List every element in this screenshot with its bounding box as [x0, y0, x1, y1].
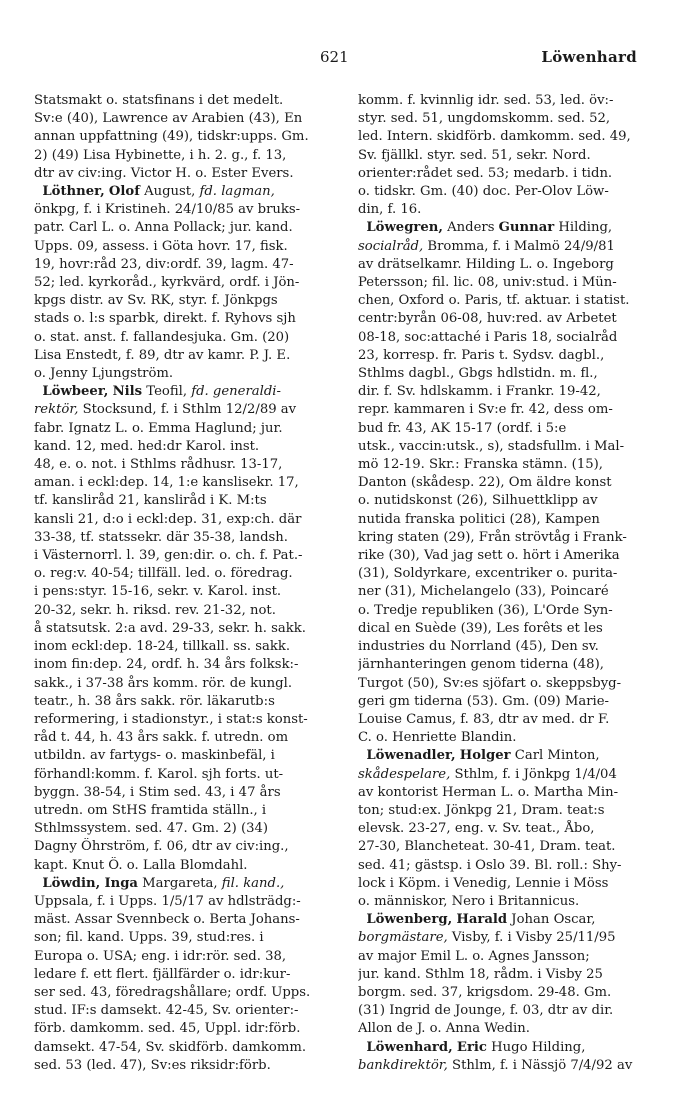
text-line: kapt. Knut Ö. o. Lalla Blomdahl. — [34, 857, 248, 873]
entry-heading-line2 — [358, 238, 642, 256]
continuation-text — [358, 92, 642, 219]
text-line: 20-32, sekr. h. riksd. rev. 21-32, not. — [34, 602, 276, 618]
text-line: Sv. fjällkl. styr. sed. 51, sekr. Nord. — [358, 147, 591, 163]
entry-heading-line2 — [358, 1057, 642, 1075]
entry-surname: Löthner, — [42, 184, 105, 200]
entry-names: Carl Minton, — [510, 748, 600, 764]
text-line: patr. Carl L. o. Anna Pollack; jur. kand. — [34, 220, 293, 236]
entry-heading — [358, 911, 642, 929]
text-line: lock i Köpm. i Venedig, Lennie i Möss — [358, 875, 609, 891]
text-line: o. Tredje republiken (36), L'Orde Syn- — [358, 602, 613, 618]
entry-surname: Löwenhard, — [366, 1039, 453, 1055]
text-line: son; fil. kand. Upps. 39, stud:res. i — [34, 930, 264, 946]
entry-place-birth: Bromma, f. i Malmö 24/9/81 — [423, 238, 615, 254]
text-line: chen, Oxford o. Paris, tf. aktuar. i statist. — [358, 293, 630, 309]
entry-heading-line2 — [358, 766, 642, 784]
entry-given-name: Inga — [104, 875, 138, 891]
text-line: förb. damkomm. sed. 45, Uppl. idr:förb. — [34, 1021, 301, 1037]
text-line: reformering, i stadionstyr., i stat:s konst- — [34, 711, 308, 727]
entry-title: socialråd, — [358, 238, 424, 254]
entry-title: bankdirektör, — [358, 1057, 448, 1073]
text-line: led. Intern. skidförb. damkomm. sed. 49, — [358, 129, 631, 145]
text-line: råd t. 44, h. 43 års sakk. f. utredn. om — [34, 730, 289, 746]
text-line: å statsutsk. 2:a avd. 29-33, sekr. h. sakk. — [34, 620, 306, 636]
text-line: jur. kand. Sthlm 18, rådm. i Visby 25 — [358, 966, 603, 982]
text-line: sakk., i 37-38 års komm. rör. de kungl. — [34, 675, 293, 691]
text-line: din, f. 16. — [358, 202, 422, 218]
text-line: elevsk. 23-27, eng. v. Sv. teat., Åbo, — [358, 821, 595, 837]
entry-place-birth: Stocksund, f. i Sthlm 12/2/89 av — [78, 402, 297, 418]
entry-body — [358, 948, 642, 1039]
text-line: Petersson; fil. lic. 08, univ:stud. i Mün- — [358, 275, 617, 291]
text-line: kring staten (29), Från strövtåg i Frank- — [358, 529, 627, 545]
page-header — [0, 48, 680, 70]
text-line: kansli 21, d:o i eckl:dep. 31, exp:ch. där — [34, 511, 302, 527]
entry-lowenadler — [358, 747, 642, 911]
entry-given-plain: Anders — [442, 220, 499, 236]
text-line: borgm. sed. 37, krigsdom. 29-48. Gm. — [358, 984, 612, 1000]
text-line: fabr. Ignatz L. o. Emma Haglund; jur. — [34, 420, 283, 436]
entry-given-name: Eric — [456, 1039, 487, 1055]
text-line: i Västernorrl. l. 39, gen:dir. o. ch. f. Pat.- — [34, 548, 303, 564]
entry-heading-line2 — [358, 929, 642, 947]
text-line: Uppsala, f. i Upps. 1/5/17 av hdlsträdg:- — [34, 893, 301, 909]
entry-given-name: Nils — [112, 384, 143, 400]
text-line: Sv:e (40), Lawrence av Arabien (43), En — [34, 111, 303, 127]
entry-given-name: Olof — [108, 184, 140, 200]
entry-lowenhard — [358, 1039, 642, 1075]
entry-names: Teofil, — [142, 384, 192, 400]
entry-lothner — [34, 183, 316, 383]
text-line: av drätselkamr. Hilding L. o. Ingeborg — [358, 256, 614, 272]
entry-given-name: Harald — [456, 912, 508, 928]
text-line: Dagny Öhrström, f. 06, dtr av civ:ing., — [34, 839, 289, 855]
text-line: 27-30, Blancheteat. 30-41, Dram. teat. — [358, 839, 616, 855]
entry-place-birth: Visby, f. i Visby 25/11/95 — [447, 930, 616, 946]
text-line: Europa o. USA; eng. i idr:rör. sed. 38, — [34, 948, 287, 964]
text-line: inom eckl:dep. 18-24, tillkall. ss. sakk. — [34, 639, 291, 655]
text-line: ledare f. ett flert. fjällfärder o. idr:kur- — [34, 966, 291, 982]
text-line: utbildn. av fartygs- o. maskinbefäl, i — [34, 748, 275, 764]
entry-lowdin — [34, 875, 316, 1075]
running-head: Löwenhard — [541, 48, 637, 66]
text-line: tf. kansliråd 21, kansliråd i K. M:ts — [34, 493, 267, 509]
text-line: Danton (skådesp. 22), Om äldre konst — [358, 475, 612, 491]
text-line: nutida franska politici (28), Kampen — [358, 511, 600, 527]
text-line: kpgs distr. av Sv. RK, styr. f. Jönkpgs — [34, 293, 278, 309]
text-line: 08-18, soc:attaché i Paris 18, socialråd — [358, 329, 618, 345]
page-number: 621 — [320, 48, 349, 66]
continuation-text — [34, 92, 316, 183]
text-line: o. nutidskonst (26), Silhuettklipp av — [358, 493, 598, 509]
entry-heading-line2 — [34, 401, 316, 419]
text-line: ner (31), Michelangelo (33), Poincaré — [358, 584, 609, 600]
entry-surname: Löwdin, — [42, 875, 101, 891]
entry-heading — [358, 747, 642, 765]
text-line: orienter:rådet sed. 53; medarb. i tidn. — [358, 165, 613, 181]
entry-surname: Löwenberg, — [366, 912, 453, 928]
text-line: o. stat. anst. f. fallandesjuka. Gm. (20) — [34, 329, 290, 345]
text-line: 23, korresp. fr. Paris t. Sydsv. dagbl., — [358, 347, 605, 363]
text-line: o. tidskr. Gm. (40) doc. Per-Olov Löw- — [358, 184, 609, 200]
entry-body — [34, 420, 316, 875]
text-line: kand. 12, med. hed:dr Karol. inst. — [34, 438, 260, 454]
text-line: ton; stud:ex. Jönkpg 21, Dram. teat:s — [358, 802, 605, 818]
text-line: o. reg:v. 40-54; tillfäll. led. o. föredrag. — [34, 566, 293, 582]
text-line: repr. kammaren i Sv:e fr. 42, dess om- — [358, 402, 613, 418]
text-line: 52; led. kyrkoråd., kyrkvärd, ordf. i Jön- — [34, 275, 300, 291]
text-line: mäst. Assar Svennbeck o. Berta Johans- — [34, 912, 300, 928]
text-line: bud fr. 43, AK 15-17 (ordf. i 5:e — [358, 420, 567, 436]
text-line: Upps. 09, assess. i Göta hovr. 17, fisk. — [34, 238, 288, 254]
entry-heading — [34, 183, 316, 201]
entry-names: August, — [139, 184, 200, 200]
text-line: rike (30), Vad jag sett o. hört i Amerika — [358, 548, 620, 564]
entry-lowegren — [358, 219, 642, 747]
text-line: dical en Suède (39), Les forêts et les — [358, 620, 603, 636]
text-line: utredn. om StHS framtida ställn., i — [34, 802, 267, 818]
text-line: önkpg, f. i Kristineh. 24/10/85 av bruks- — [34, 202, 301, 218]
text-line: förhandl:komm. f. Karol. sjh forts. ut- — [34, 766, 284, 782]
entry-lowenberg — [358, 911, 642, 1038]
text-line: dtr av civ:ing. Victor H. o. Ester Evers. — [34, 165, 294, 181]
text-line: järnhanteringen genom tiderna (48), — [358, 657, 604, 673]
text-line: aman. i eckl:dep. 14, 1:e kanslisekr. 17, — [34, 475, 299, 491]
entry-heading — [358, 219, 642, 237]
text-line: stud. IF:s damsekt. 42-45, Sv. orienter:- — [34, 1003, 299, 1019]
entry-heading — [358, 1039, 642, 1057]
entry-title: fil. kand., — [221, 875, 285, 891]
left-column — [34, 92, 316, 1075]
text-line: C. o. Henriette Blandin. — [358, 730, 517, 746]
entry-title: fd. lagman, — [199, 184, 275, 200]
text-line: o. människor, Nero i Britannicus. — [358, 893, 580, 909]
text-line: Sthlms dagbl., Gbgs hdlstidn. m. fl., — [358, 366, 598, 382]
entry-heading — [34, 875, 316, 893]
entry-lowbeer — [34, 383, 316, 874]
entry-surname: Löwegren, — [366, 220, 443, 236]
text-line: (31) Ingrid de Jounge, f. 03, dtr av dir. — [358, 1003, 614, 1019]
entry-names: Hilding, — [554, 220, 613, 236]
text-line: Turgot (50), Sv:es sjöfart o. skeppsbyg- — [358, 675, 622, 691]
entry-place-birth: Sthlm, f. i Jönkpg 1/4/04 — [450, 766, 617, 782]
text-line: 48, e. o. not. i Sthlms rådhusr. 13-17, — [34, 457, 283, 473]
text-line: 2) (49) Lisa Hybinette, i h. 2. g., f. 13, — [34, 147, 287, 163]
text-line: 19, hovr:råd 23, div:ordf. 39, lagm. 47- — [34, 256, 294, 272]
entry-title-cont: rektör, — [34, 402, 79, 418]
entry-heading — [34, 383, 316, 401]
text-line: dir. f. Sv. hdlskamm. i Frankr. 19-42, — [358, 384, 601, 400]
text-line: styr. sed. 51, ungdomskomm. sed. 52, — [358, 111, 611, 127]
text-line: av kontorist Herman L. o. Martha Min- — [358, 784, 619, 800]
entry-place-birth: Sthlm, f. i Nässjö 7/4/92 av — [447, 1057, 633, 1073]
text-line: mö 12-19. Skr.: Franska stämn. (15), — [358, 457, 603, 473]
entry-names: Margareta, — [137, 875, 222, 891]
text-line: centr:byrån 06-08, huv:red. av Arbetet — [358, 311, 617, 327]
entry-body — [358, 784, 642, 911]
entry-title: borgmästare, — [358, 930, 448, 946]
text-line: stads o. l:s sparbk, direkt. f. Ryhovs sjh — [34, 311, 296, 327]
text-line: o. Jenny Ljungström. — [34, 366, 174, 382]
text-line: geri gm tiderna (53). Gm. (09) Marie- — [358, 693, 610, 709]
text-line: Louise Camus, f. 83, dtr av med. dr F. — [358, 711, 610, 727]
entry-body — [34, 893, 316, 1075]
right-column — [358, 92, 642, 1075]
text-line: utsk., vaccin:utsk., s), stadsfullm. i Mal- — [358, 438, 625, 454]
text-line: komm. f. kvinnlig idr. sed. 53, led. öv:- — [358, 93, 614, 108]
text-line: av major Emil L. o. Agnes Jansson; — [358, 948, 590, 964]
text-line: Sthlmssystem. sed. 47. Gm. 2) (34) — [34, 821, 269, 837]
text-line: sed. 53 (led. 47), Sv:es riksidr:förb. — [34, 1057, 271, 1073]
text-line: annan uppfattning (49), tidskr:upps. Gm. — [34, 129, 309, 145]
entry-names: Hugo Hilding, — [486, 1039, 586, 1055]
text-line: inom fin:dep. 24, ordf. h. 34 års folksk:- — [34, 657, 299, 673]
text-line: industries du Norrland (45), Den sv. — [358, 639, 599, 655]
text-line: ser sed. 43, föredragshållare; ordf. Upps. — [34, 984, 311, 1000]
text-line: 33-38, tf. statssekr. där 35-38, landsh. — [34, 529, 288, 545]
text-line: i pens:styr. 15-16, sekr. v. Karol. inst. — [34, 584, 282, 600]
entry-given-name: Holger — [459, 748, 511, 764]
text-line: Allon de J. o. Anna Wedin. — [358, 1021, 530, 1037]
entry-title: fd. generaldi- — [191, 384, 281, 400]
entry-surname: Löwenadler, — [366, 748, 456, 764]
text-line: byggn. 38-54, i Stim sed. 43, i 47 års — [34, 784, 281, 800]
text-line: damsekt. 47-54, Sv. skidförb. damkomm. — [34, 1039, 307, 1055]
entry-title: skådespelare, — [358, 766, 451, 782]
entry-given-name: Gunnar — [498, 220, 555, 236]
text-line: (31), Soldyrkare, excentriker o. purita- — [358, 566, 618, 582]
text-line: Lisa Enstedt, f. 89, dtr av kamr. P. J. E. — [34, 347, 291, 363]
text-line: sed. 41; gästsp. i Oslo 39. Bl. roll.: Shy- — [358, 857, 622, 873]
text-line: Statsmakt o. statsfinans i det medelt. — [34, 93, 284, 108]
entry-names: Johan Oscar, — [507, 912, 596, 928]
entry-surname: Löwbeer, — [42, 384, 109, 400]
entry-body — [34, 201, 316, 383]
text-line: teatr., h. 38 års sakk. rör. läkarutb:s — [34, 693, 275, 709]
entry-body — [358, 256, 642, 747]
